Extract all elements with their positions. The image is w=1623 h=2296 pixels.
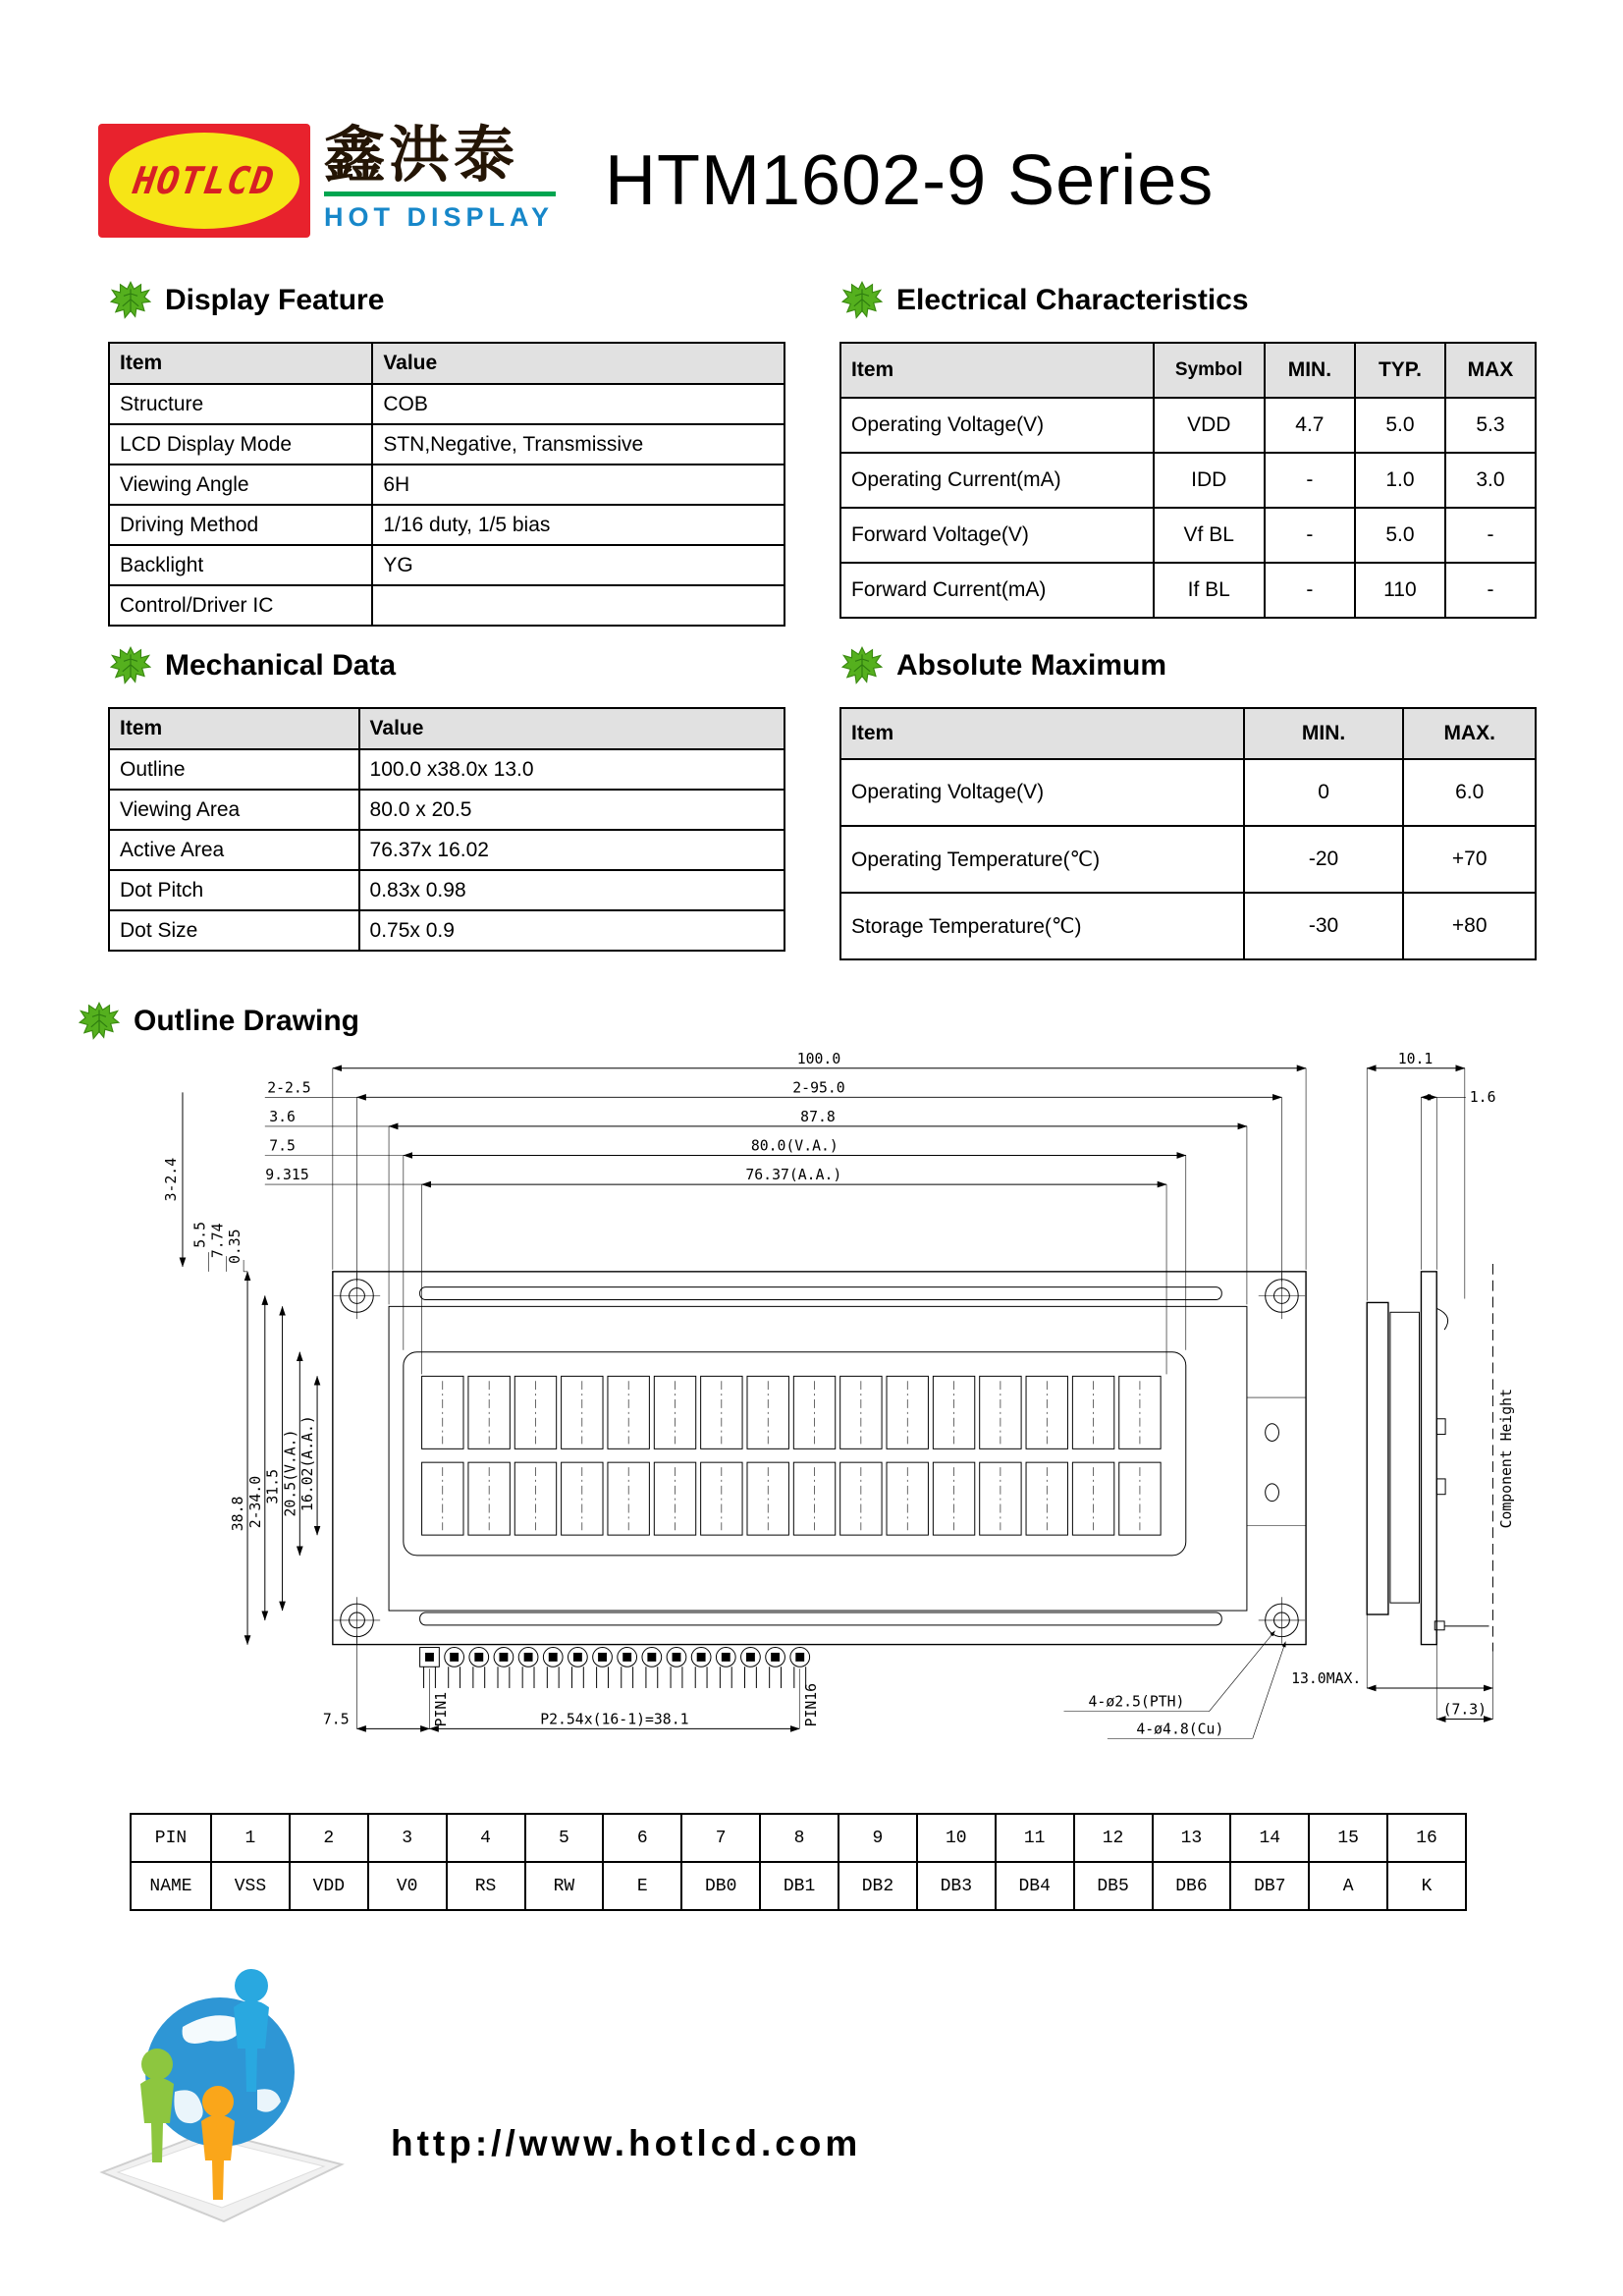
dim-label: 4-ø4.8(Cu) [1135,1721,1223,1738]
table-cell: - [1445,563,1536,618]
spec-grid [108,279,1535,960]
table-cell: Vf BL [1154,508,1265,563]
table-cell: 6 [603,1814,681,1862]
table-cell: Dot Pitch [109,870,359,910]
website-url: http://www.hotlcd.com [391,2123,862,2163]
table-cell: Value [372,343,784,384]
pin-hole [523,1653,532,1662]
table-cell: Operating Current(mA) [840,453,1154,508]
globe-people-logo [84,1944,359,2239]
table-cell: -20 [1244,826,1404,893]
table-cell: +70 [1403,826,1536,893]
extension-lines [208,1068,1492,1729]
table-cell: NAME [131,1862,211,1910]
absolute-maximum-table [839,707,1537,960]
table-row [840,398,1536,453]
table-header-row [840,343,1536,398]
section-header-outline [79,1000,1535,1043]
table-cell: 5 [525,1814,604,1862]
table-cell: 13 [1153,1814,1231,1862]
dim-label: 10.1 [1397,1050,1433,1067]
table-cell: MAX [1445,343,1536,398]
section-display-feature [108,279,785,627]
table-cell: TYP. [1355,343,1445,398]
logo-ellipse [109,133,299,229]
table-cell: If BL [1154,563,1265,618]
pin-hole [795,1653,804,1662]
table-cell: - [1265,453,1355,508]
table-cell: Control/Driver IC [109,585,372,626]
table-row [840,563,1536,618]
section-title: Absolute Maximum [896,649,1167,682]
dim-label: 16.02(A.A.) [298,1415,316,1512]
logo-wordmark [324,124,556,233]
table-cell: 76.37x 16.02 [359,830,784,870]
leaf-icon [110,280,151,321]
table-cell: Value [359,708,784,749]
section-header [110,644,785,687]
table-cell: Operating Voltage(V) [840,759,1244,826]
dim-label: 2-95.0 [791,1079,845,1097]
dim-label: 0.35 [226,1229,243,1265]
pin-hole [425,1653,434,1662]
dim-label: 31.5 [264,1469,282,1504]
table-row [109,870,784,910]
table-cell: 110 [1355,563,1445,618]
table-row [840,508,1536,563]
side-view [1367,1264,1492,1652]
table-cell: 5.0 [1355,508,1445,563]
table-cell: 12 [1074,1814,1153,1862]
table-cell: 1 [211,1814,290,1862]
front-view [332,1272,1305,1688]
dim-label: 4-ø2.5(PTH) [1088,1693,1184,1711]
table-cell: - [1265,563,1355,618]
table-cell: 16 [1387,1814,1466,1862]
table-cell: Active Area [109,830,359,870]
logo-badge [98,124,310,238]
table-cell: Symbol [1154,343,1265,398]
table-cell: 6H [372,465,784,505]
table-cell: Item [109,343,372,384]
dim-label: 3-2.4 [162,1157,180,1202]
section-title: Electrical Characteristics [896,284,1249,316]
masthead [98,124,1535,238]
dim-label: 5.5 [191,1222,209,1248]
table-row [840,893,1536,959]
table-cell: DB6 [1153,1862,1231,1910]
table-cell: DB1 [760,1862,839,1910]
table-row [109,830,784,870]
table-cell: COB [372,384,784,424]
section-title: Mechanical Data [165,649,397,682]
dim-label: 2-34.0 [246,1475,264,1529]
table-cell: DB2 [839,1862,917,1910]
table-cell: MIN. [1265,343,1355,398]
table-cell: Operating Voltage(V) [840,398,1154,453]
table-cell: 9 [839,1814,917,1862]
table-header-row [109,343,784,384]
table-cell: Backlight [109,545,372,585]
table-cell: +80 [1403,893,1536,959]
pin-hole [721,1653,730,1662]
pin-hole [746,1653,755,1662]
table-cell: 100.0 x38.0x 13.0 [359,749,784,790]
dim-label: 3.6 [268,1108,296,1125]
section-absolute-maximum [839,644,1537,960]
table-row [840,759,1536,826]
table-cell: Item [840,708,1244,759]
dim-label: 13.0MAX. [1290,1670,1361,1688]
electrical-table [839,342,1537,619]
table-row [109,465,784,505]
table-row [109,384,784,424]
pin-hole [598,1653,607,1662]
table-cell: 10 [917,1814,996,1862]
section-mechanical [108,644,785,960]
pin-number-row [131,1814,1466,1862]
table-cell: Viewing Angle [109,465,372,505]
table-cell: 5.0 [1355,398,1445,453]
table-row [109,585,784,626]
footer [84,1944,1535,2239]
table-header-row [109,708,784,749]
table-row [109,749,784,790]
person-green-icon [140,2049,174,2162]
dim-label: P2.54x(16-1)=38.1 [539,1711,689,1728]
table-row [109,545,784,585]
table-cell: Storage Temperature(℃) [840,893,1244,959]
table-row [109,505,784,545]
pin-hole [548,1653,557,1662]
section-electrical [839,279,1537,627]
logo-badge-text: HOTLCD [131,159,278,202]
table-cell: 3.0 [1445,453,1536,508]
logo-divider [324,191,556,196]
section-header [841,279,1537,322]
dim-label: PIN1 [432,1691,450,1727]
table-header-row [840,708,1536,759]
page-title: HTM1602-9 Series [605,141,1215,220]
dim-label: 7.5 [322,1711,350,1728]
table-cell: LCD Display Mode [109,424,372,465]
dim-label: 2-2.5 [266,1079,311,1097]
table-row [109,910,784,951]
table-cell: YG [372,545,784,585]
table-cell: DB4 [996,1862,1074,1910]
dim-label: Component Height [1497,1389,1515,1529]
table-cell: E [603,1862,681,1910]
table-cell: MIN. [1244,708,1404,759]
section-title: Display Feature [165,284,385,316]
dim-label: 87.8 [799,1108,836,1125]
table-cell: 6.0 [1403,759,1536,826]
table-cell: 2 [290,1814,368,1862]
table-cell: STN,Negative, Transmissive [372,424,784,465]
dim-label: 38.8 [229,1496,246,1532]
table-cell: 1.0 [1355,453,1445,508]
table-row [109,790,784,830]
table-cell: VDD [290,1862,368,1910]
table-cell: Outline [109,749,359,790]
pin-hole [672,1653,680,1662]
table-cell [372,585,784,626]
dim-label: 1.6 [1469,1089,1495,1107]
dim-label: PIN16 [802,1682,820,1727]
leaf-icon [841,645,883,686]
outline-drawing [110,1049,1524,1756]
table-cell: Viewing Area [109,790,359,830]
table-cell: IDD [1154,453,1265,508]
leaf-icon [110,645,151,686]
table-cell: 11 [996,1814,1074,1862]
pin-assignment-table [130,1813,1467,1911]
table-cell: VDD [1154,398,1265,453]
table-cell: Driving Method [109,505,372,545]
pin-hole [499,1653,508,1662]
logo-subtitle: HOT DISPLAY [324,202,555,233]
table-cell: 4.7 [1265,398,1355,453]
table-cell: Structure [109,384,372,424]
table-cell: DB7 [1230,1862,1309,1910]
section-header [110,279,785,322]
table-row [109,424,784,465]
table-cell: Item [840,343,1154,398]
leaf-icon [841,280,883,321]
table-cell: Forward Current(mA) [840,563,1154,618]
table-cell: 80.0 x 20.5 [359,790,784,830]
mechanical-table [108,707,785,952]
dim-label: 80.0(V.A.) [750,1137,839,1155]
dim-label: 20.5(V.A.) [281,1429,298,1517]
table-cell: RS [447,1862,525,1910]
pin-name-row [131,1862,1466,1910]
pin-hole [572,1653,581,1662]
pin-hole [696,1653,705,1662]
table-cell: 14 [1230,1814,1309,1862]
table-row [840,453,1536,508]
table-cell: Operating Temperature(℃) [840,826,1244,893]
table-cell: 8 [760,1814,839,1862]
table-cell: DB5 [1074,1862,1153,1910]
table-cell: - [1265,508,1355,563]
section-header [841,644,1537,687]
dim-label: 7.74 [208,1223,226,1259]
table-cell: 15 [1309,1814,1387,1862]
table-cell: 3 [368,1814,447,1862]
table-cell: V0 [368,1862,447,1910]
table-cell: 5.3 [1445,398,1536,453]
table-cell: PIN [131,1814,211,1862]
dim-label: (7.3) [1442,1701,1487,1719]
logo-chinese-text: 鑫洪泰 [324,122,519,190]
table-cell: K [1387,1862,1466,1910]
table-cell: 4 [447,1814,525,1862]
table-cell: DB3 [917,1862,996,1910]
section-title: Outline Drawing [134,1005,360,1037]
table-cell: - [1445,508,1536,563]
leaf-icon [79,1001,120,1042]
dim-label: 7.5 [268,1137,296,1155]
table-cell: VSS [211,1862,290,1910]
pin-hole [771,1653,780,1662]
table-cell: 0.75x 0.9 [359,910,784,951]
pin-hole [450,1653,459,1662]
pin-hole [647,1653,656,1662]
table-cell: Item [109,708,359,749]
table-row [840,826,1536,893]
table-cell: Dot Size [109,910,359,951]
dim-label: 100.0 [796,1050,840,1067]
table-cell: 7 [681,1814,760,1862]
dim-label: 76.37(A.A.) [744,1167,841,1184]
table-cell: -30 [1244,893,1404,959]
table-cell: Forward Voltage(V) [840,508,1154,563]
company-logo [98,124,556,238]
table-cell: RW [525,1862,604,1910]
table-cell: 1/16 duty, 1/5 bias [372,505,784,545]
dim-label: 9.315 [264,1167,309,1184]
display-feature-table [108,342,785,627]
table-cell: 0.83x 0.98 [359,870,784,910]
table-cell: MAX. [1403,708,1536,759]
table-cell: 0 [1244,759,1404,826]
pin-hole [474,1653,483,1662]
table-cell: DB0 [681,1862,760,1910]
table-cell: A [1309,1862,1387,1910]
pin-hole [622,1653,631,1662]
